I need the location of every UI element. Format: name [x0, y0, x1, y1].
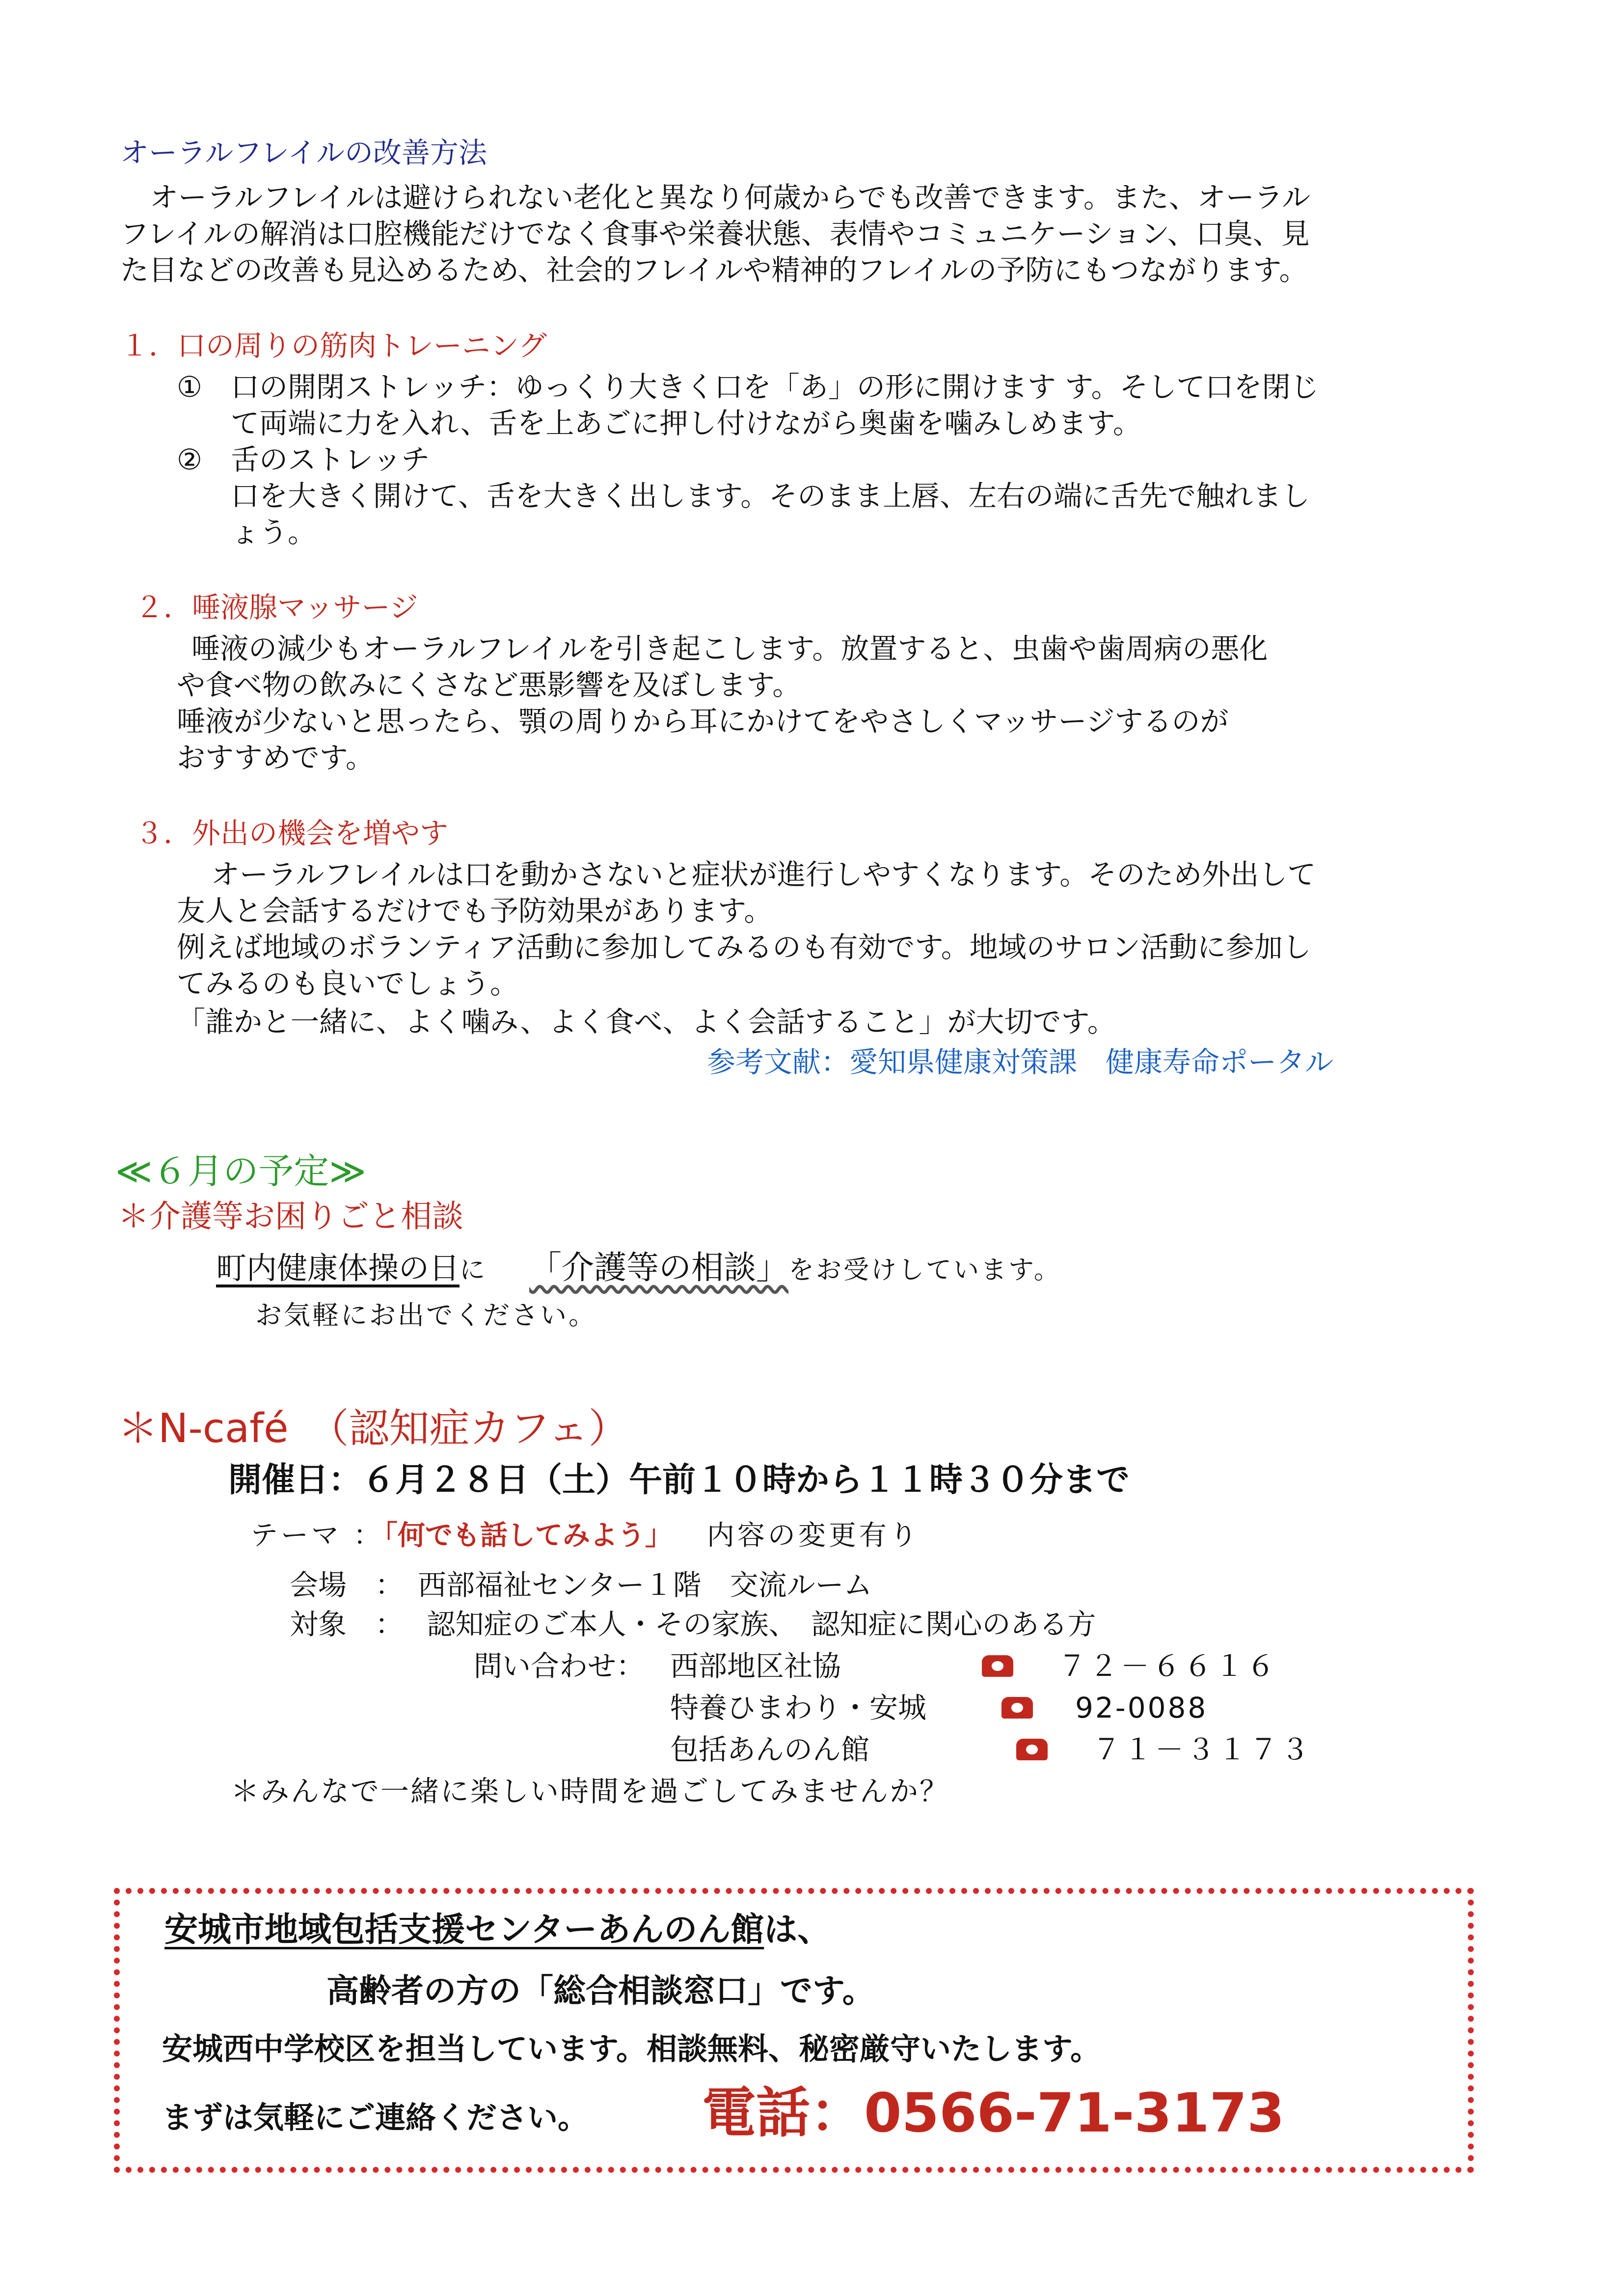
s3-line-2: 友人と会話するだけでも予防効果があります。	[177, 894, 773, 928]
ncafe-venue: 会場 ： 西部福祉センター１階 交流ルーム	[290, 1568, 872, 1602]
phone-icon	[982, 1655, 1013, 1677]
ncafe-target: 対象 ： 認知症のご本人・その家族、 認知症に関心のある方	[290, 1608, 1096, 1641]
heading-go-out: ３．外出の機会を増やす	[135, 817, 449, 850]
contact-tel-2: 92-0088	[1075, 1691, 1208, 1724]
ncafe-date: 開催日：６月２８日（土）午前１０時から１１時３０分まで	[228, 1461, 1130, 1500]
june-schedule-title: ≪６月の予定≫	[115, 1150, 366, 1192]
reference-citation: 参考文献：愛知県健康対策課 健康寿命ポータル	[707, 1045, 1334, 1079]
item2-line-2: 口を大きく開けて、舌を大きく出します。そのまま上唇、左右の端に舌先で触れまし	[231, 479, 1310, 513]
s3-line-1: オーラルフレイルは口を動かさないと症状が進行しやすくなります。そのため外出して	[211, 858, 1316, 891]
contact-tel-1: ７２－６６１６	[1058, 1649, 1278, 1683]
intro-line-3: た目などの改善も見込めるため、社会的フレイルや精神的フレイルの予防にもつながります。	[120, 253, 1308, 287]
item1-line-1: ① 口の開閉ストレッチ：ゆっくり大きく口を「あ」の形に開けます す。そして口を閉じ	[177, 370, 1319, 404]
center-name: 安城市地域包括支援センターあんのん館	[164, 1911, 764, 1949]
s2-line-3: 唾液が少ないと思ったら、顎の周りから耳にかけてをやさしくマッサージするのが	[177, 705, 1229, 738]
center-name-line	[164, 1908, 831, 1953]
school-district-line: 安城西中学校区を担当しています。相談無料、秘密厳守いたします。	[162, 2031, 1101, 2067]
care-consultation-title: ＊介護等お困りごと相談	[118, 1199, 463, 1235]
item1-line-2: て両端に力を入れ、舌を上あごに押し付けながら奥歯を噛みしめます。	[231, 407, 1141, 440]
theme-note: 内容の変更有り	[706, 1520, 920, 1552]
intro-line-2: フレイルの解消は口腔機能だけでなく食事や栄養状態、表情やコミュニケーション、口臭、見	[120, 217, 1310, 250]
s3-line-3: 例えば地域のボランティア活動に参加してみるのも有効です。地域のサロン活動に参加し	[177, 930, 1311, 964]
ncafe-closing: ＊みんなで一緒に楽しい時間を過ごしてみませんか？	[231, 1775, 950, 1808]
s2-line-1: 唾液の減少もオーラルフレイルを引き起こします。放置すると、虫歯や歯周病の悪化	[191, 632, 1268, 665]
item2-line-1: ② 舌のストレッチ	[177, 443, 430, 476]
consult-particle: に	[460, 1256, 486, 1285]
phone-icon	[1016, 1739, 1048, 1760]
phone-icon	[1001, 1697, 1033, 1719]
s2-line-4: おすすめです。	[177, 741, 374, 774]
contact-us-line: まずは気軽にご連絡ください。	[162, 2100, 589, 2135]
ncafe-theme-line	[250, 1517, 920, 1555]
heading-muscle-training: １．口の周りの筋肉トレーニング	[120, 329, 547, 362]
contact-tel-3: ７１－３１７３	[1092, 1733, 1313, 1766]
consult-accepting: をお受けしています。	[788, 1256, 1061, 1285]
s3-line-5: 「誰かと一緒に、よく噛み、よく食べ、よく会話すること」が大切です。	[177, 1005, 1116, 1039]
ncafe-title: ＊N-café （認知症カフェ）	[118, 1405, 629, 1452]
theme-value: 「何でも話してみよう」	[383, 1520, 673, 1552]
health-exercise-day: 町内健康体操の日	[216, 1250, 460, 1286]
feel-free-line: お気軽にお出でください。	[255, 1300, 597, 1331]
heading-saliva-massage: ２．唾液腺マッサージ	[135, 591, 418, 624]
center-name-suffix: は、	[764, 1911, 831, 1949]
contact-name-3: 包括あんのん館	[670, 1733, 870, 1766]
inquiry-label: 問い合わせ：	[474, 1649, 645, 1683]
general-consultation-line: 高齢者の方の「総合相談窓口」です。	[326, 1972, 875, 2010]
care-consultation-label: 「介護等の相談」	[529, 1249, 789, 1286]
contact-name-2: 特養ひまわり・安城	[670, 1691, 927, 1724]
intro-line-1: オーラルフレイルは避けられない老化と異なり何歳からでも改善できます。また、オーラル	[150, 181, 1311, 214]
contact-name-1: 西部地区社協	[670, 1649, 841, 1683]
s3-line-4: てみるのも良いでしょう。	[177, 967, 519, 1000]
theme-label: テーマ ：	[250, 1520, 384, 1552]
center-phone-number: 電話：0566-71-3173	[702, 2081, 1285, 2144]
consultation-line	[216, 1247, 1061, 1291]
s2-line-2: や食べ物の飲みにくさなど悪影響を及ぼします。	[177, 668, 801, 702]
item2-line-3: ょう。	[231, 516, 317, 549]
section-title-oral-frail: オーラルフレイルの改善方法	[120, 136, 487, 169]
